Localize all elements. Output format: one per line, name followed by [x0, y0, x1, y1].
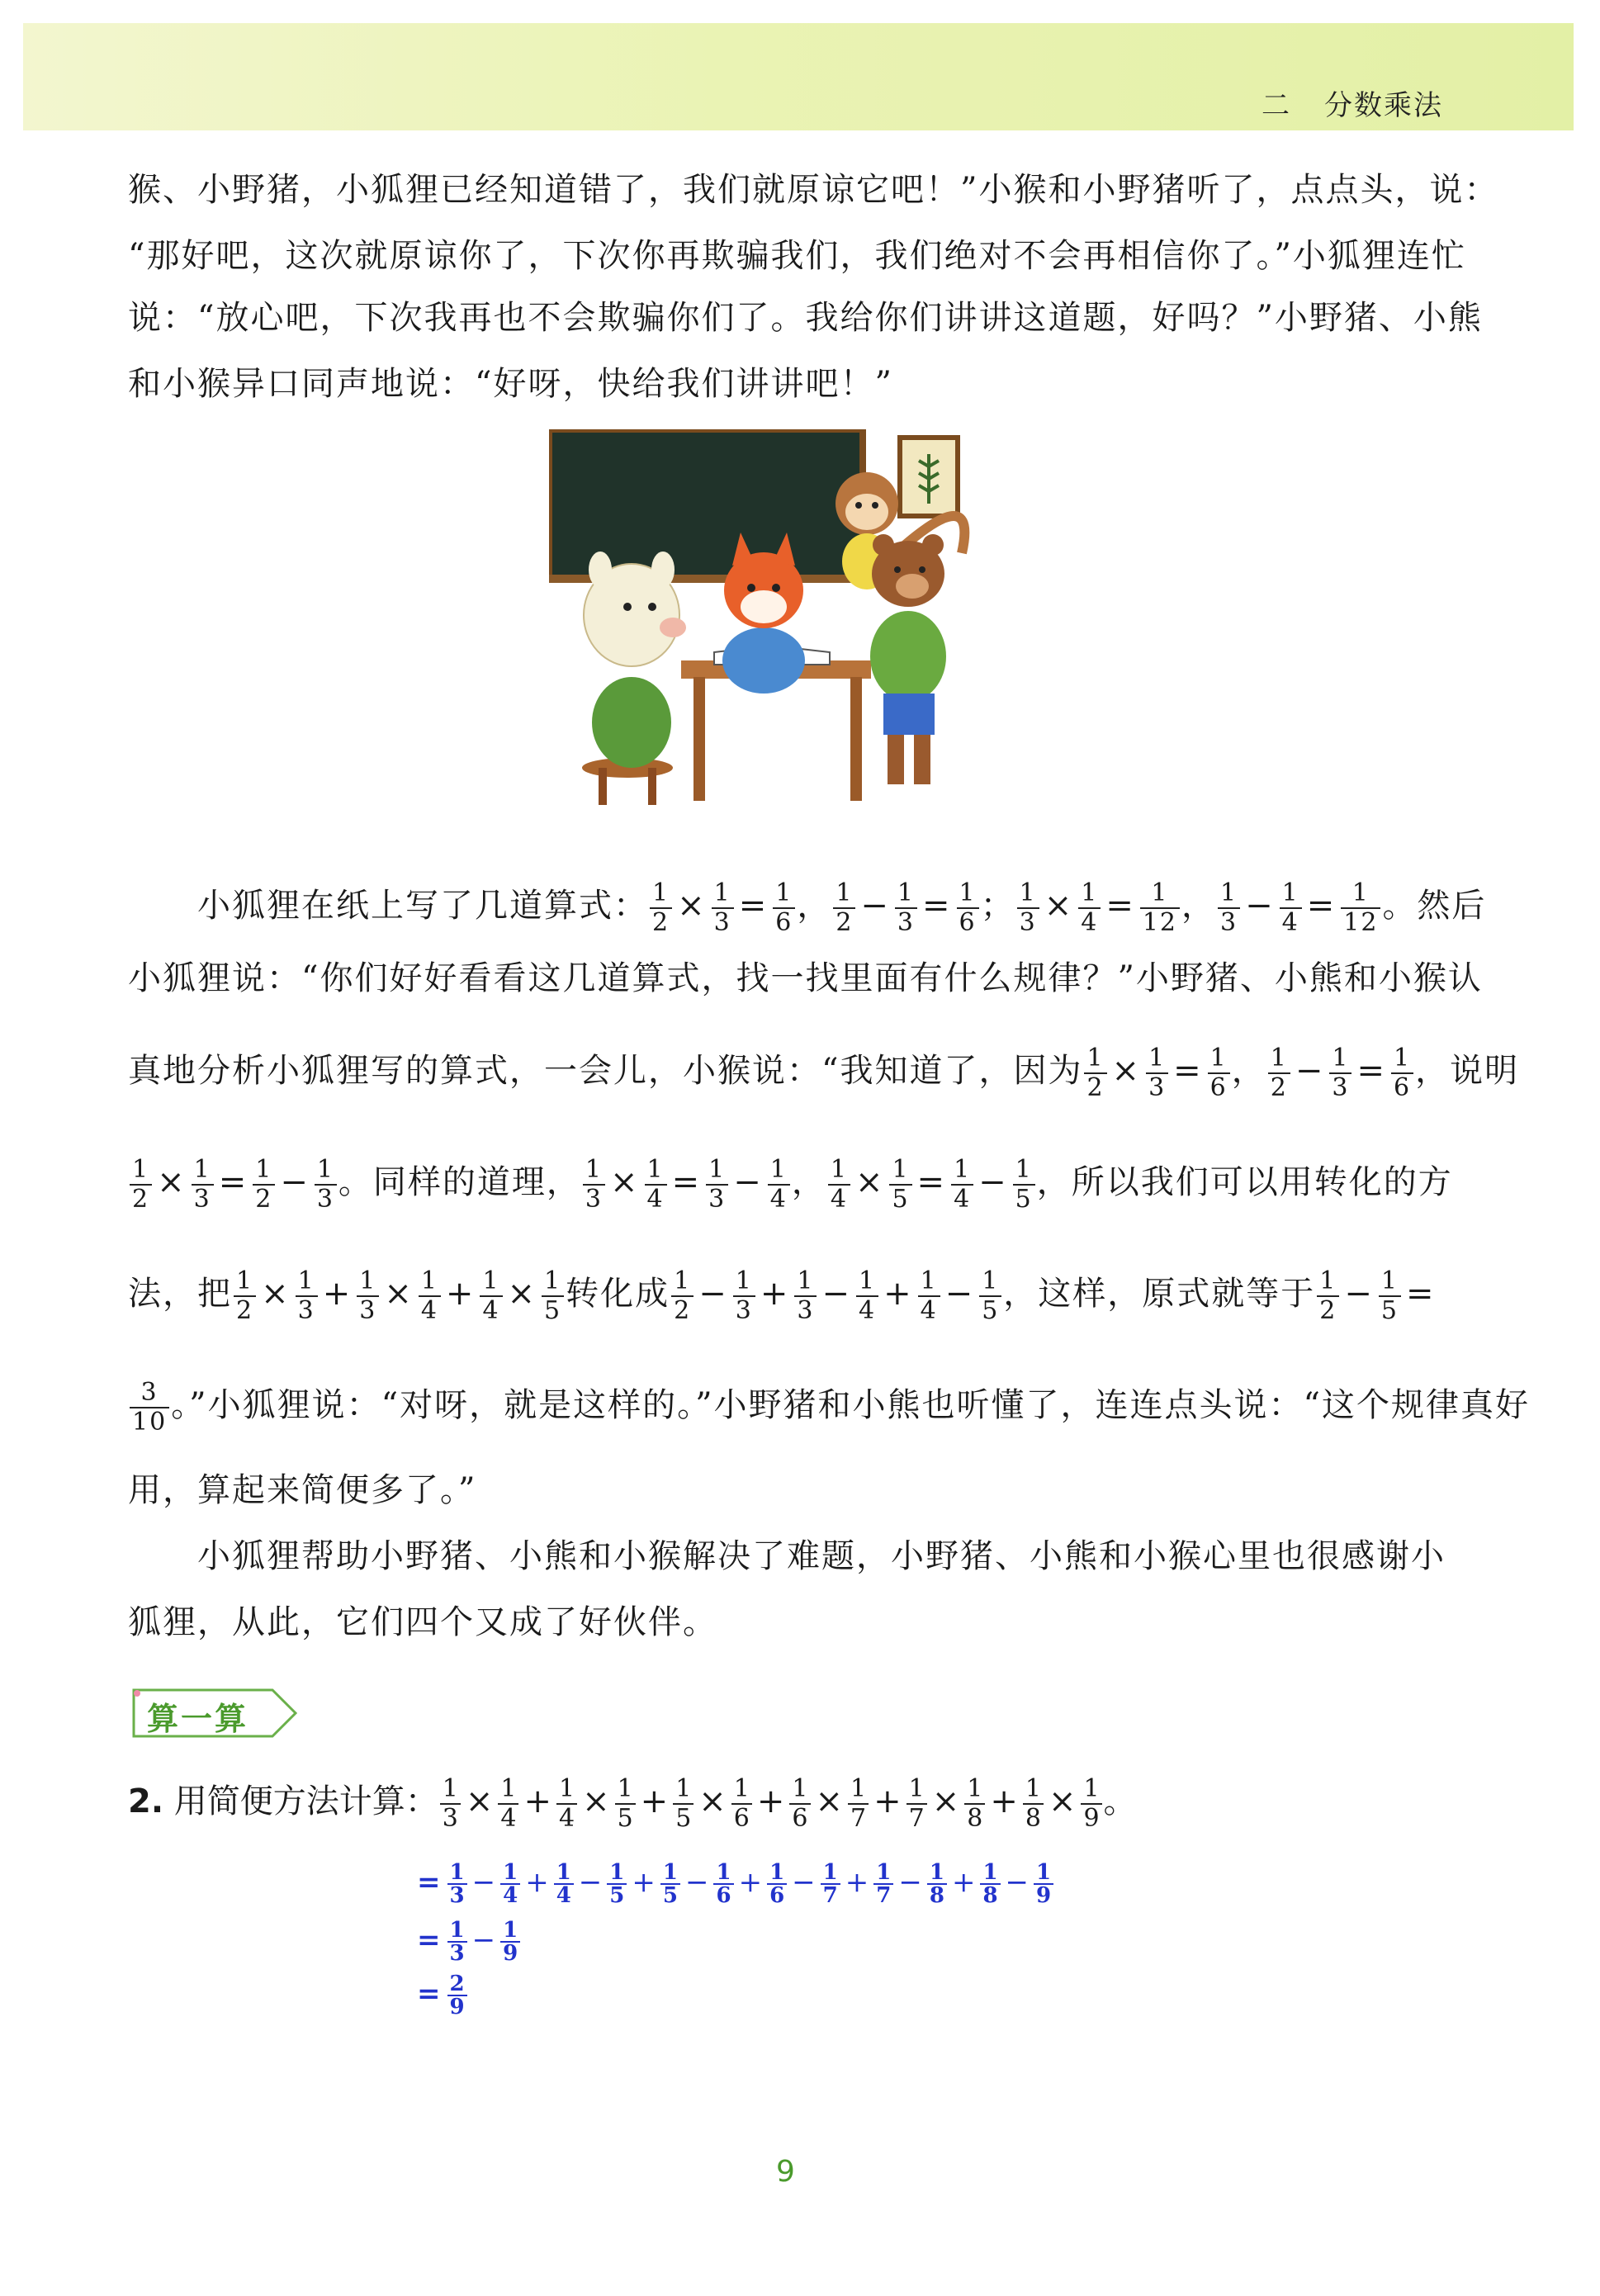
- story-line: 猴、小野猪，小狐狸已经知道错了，我们就原谅它吧！”小猴和小野猪听了，点点头，说：: [128, 171, 1499, 209]
- problem-number: 2.: [128, 1782, 164, 1820]
- story-line: 小狐狸在纸上写了几道算式： $\frac{1}{2}$ × $\frac{1}{3}$ = $\frac{1}{6}$ ， $\frac{1}{2}$ − $\frac{1}{3}$ = $\frac{1}{6}$ ； $\frac{1}{3}$ × $\frac{1}{4}$ = $\frac{1}{12}$ ， $\frac{1}{3}$ − $\frac{1}{4}$ = $\frac{1}{12}$ 。然后: [197, 878, 1487, 937]
- story-line: 法，把 $\frac{1}{2}$ × $\frac{1}{3}$ + $\frac{1}{3}$ × $\frac{1}{4}$ + $\frac{1}{4}$ × $\frac{1}{5}$ 转化成 $\frac{1}{2}$ − $\frac{1}{3}$ + $\frac{1}{3}$ − $\frac{1}{4}$ + $\frac{1}{4}$ − $\frac{1}{5}$ ，这样，原式就等于 $\frac{1}{2}$ − $\frac{1}{5}$ =: [128, 1266, 1436, 1325]
- chapter-number: 二: [1262, 89, 1291, 122]
- answer-step: = $\frac{2}{9}$: [417, 1973, 469, 2018]
- chapter-title: 分数乘法: [1324, 89, 1443, 122]
- story-line: “那好吧，这次就原谅你了，下次你再欺骗我们，我们绝对不会再相信你了。”小狐狸连忙: [128, 237, 1466, 275]
- section-tag-label: 算一算: [147, 1701, 249, 1737]
- story-line: 狐狸，从此，它们四个又成了好伙伴。: [128, 1603, 717, 1641]
- page-number: 9: [776, 2155, 795, 2189]
- running-header: [1262, 83, 1443, 123]
- story-line: 小狐狸说：“你们好好看看这几道算式，找一找里面有什么规律？”小野猪、小熊和小猴认: [128, 959, 1483, 997]
- story-line: 小狐狸帮助小野猪、小熊和小猴解决了难题，小野猪、小熊和小猴心里也很感谢小: [197, 1537, 1446, 1575]
- story-line: 说：“放心吧，下次我再也不会欺骗你们了。我给你们讲讲这道题，好吗？”小野猪、小熊: [128, 299, 1483, 337]
- section-tag: [132, 1688, 297, 1738]
- story-line: 用，算起来简便多了。”: [128, 1471, 477, 1509]
- answer-step: = $\frac{1}{3}$ − $\frac{1}{9}$: [417, 1920, 522, 1964]
- story-line: 和小猴异口同声地说：“好呀，快给我们讲讲吧！”: [128, 365, 893, 403]
- problem-statement: 2. 用简便方法计算： $\frac{1}{3}$ × $\frac{1}{4}$ + $\frac{1}{4}$ × $\frac{1}{5}$ + $\frac{1}{5}$ × $\frac{1}{6}$ + $\frac{1}{6}$ × $\frac{1}{7}$ + $\frac{1}{7}$ × $\frac{1}{8}$ + $\frac{1}{8}$ × $\frac{1}{9}$ 。: [128, 1774, 1137, 1833]
- problem-text: 用简便方法计算：: [173, 1782, 438, 1820]
- story-line: $\frac{3}{10}$ 。”小狐狸说：“对呀，就是这样的。”小野猪和小熊也听懂了，连连点头说：“这个规律真好: [128, 1379, 1449, 1437]
- answer-step: = $\frac{1}{3}$ − $\frac{1}{4}$ + $\frac{1}{4}$ − $\frac{1}{5}$ + $\frac{1}{5}$ − $\frac{1}{6}$ + $\frac{1}{6}$ − $\frac{1}{7}$ + $\frac{1}{7}$ − $\frac{1}{8}$ + $\frac{1}{8}$ − $\frac{1}{9}$: [417, 1862, 1055, 1906]
- story-line: 真地分析小狐狸写的算式，一会儿，小猴说：“我知道了，因为 $\frac{1}{2}$ × $\frac{1}{3}$ = $\frac{1}{6}$ ， $\frac{1}{2}$ − $\frac{1}{3}$ = $\frac{1}{6}$ ，说明: [128, 1044, 1520, 1102]
- story-line: $\frac{1}{2}$ × $\frac{1}{3}$ = $\frac{1}{2}$ − $\frac{1}{3}$ 。同样的道理， $\frac{1}{3}$ × $\frac{1}{4}$ = $\frac{1}{3}$ − $\frac{1}{4}$ ， $\frac{1}{4}$ × $\frac{1}{5}$ = $\frac{1}{4}$ − $\frac{1}{5}$ ，所以我们可以用转化的方: [128, 1156, 1449, 1214]
- classroom-illustration: [549, 429, 1011, 809]
